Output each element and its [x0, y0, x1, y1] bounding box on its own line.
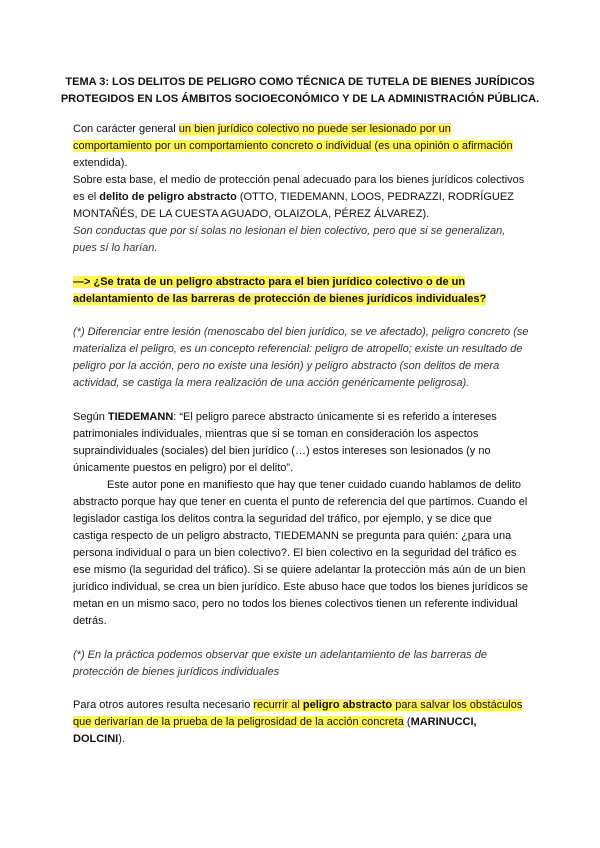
intro-highlight: un bien jurídico colectivo no puede ser lesionado por un comportamiento por un comportamiento concreto o individual (es una opinión o afirmación — [73, 123, 513, 152]
quote-intro: Según — [73, 411, 108, 423]
other-authors-names: MARINUCCI, DOLCINI — [73, 716, 477, 745]
paragraph-other-authors — [73, 697, 529, 748]
paragraph-note-practice: (*) En la práctica podemos observar que existe un adelantamiento de las barreras de protección de bienes jurídicos individuales — [73, 649, 487, 678]
other-authors-text: Para otros autores resulta necesario — [73, 699, 254, 711]
title-line-2: PROTEGIDOS EN LOS ÁMBITOS SOCIOECONÓMICO Y DE LA ADMINISTRACIÓN PÚBLICA. — [60, 93, 540, 105]
paren-close: ). — [118, 733, 125, 745]
paragraph-note-difference: (*) Diferenciar entre lesión (menoscabo del bien jurídico, se ve afectado), peligro concreto (se materializa el peligro, es un concepto referencial: peligro de atropello; existe un resultado de peligro por la acción, pero no existe una lesión) y peligro abstracto (son delitos de mera actividad, se castiga la mera realización de una acción genéricamente peligrosa). — [73, 326, 529, 389]
quote-author: TIEDEMANN — [107, 411, 174, 423]
other-authors-highlight-1: recurrir al — [253, 699, 303, 711]
other-authors-bold-term: peligro abstracto — [302, 699, 393, 711]
title-line-1: TEMA 3: LOS DELITOS DE PELIGRO COMO TÉCNICA DE TUTELA DE BIENES JURÍDICOS — [65, 76, 535, 88]
base-bold-term: delito de peligro abstracto — [99, 191, 237, 203]
paragraph-question — [73, 274, 529, 308]
quote-text: : “El peligro parece abstracto únicamente si es referido a intereses patrimoniales individuales, mientras que si se toman en consideración los aspectos supraindividuales (sociales) del bien jurídico (…) estos intereses son lesionados (y no únicamente puestos en peligro) por el delito”. — [73, 411, 497, 474]
other-authors-highlight-2: para salvar los obstáculos que derivarían de la prueba de la peligrosidad de la acción concreta — [73, 699, 523, 728]
paren-open: ( — [403, 716, 411, 728]
paragraph-base — [73, 172, 529, 223]
intro-tail: extendida). — [73, 157, 128, 169]
paragraph-conducts: Son conductas que por sí solas no lesionan el bien colectivo, pero que si se generalizan, pues sí lo harían. — [73, 225, 506, 254]
intro-text: Con carácter general — [73, 123, 179, 135]
analysis-text: Este autor pone en manifiesto que hay que tener cuidado cuando hablamos de delito abstracto porque hay que tener en cuenta el punto de referencia del que partimos. Cuando el legislador castiga los delitos contra la seguridad del tráfico, por ejemplo, y se dice que castiga respecto de un peligro abstracto, TIEDEMANN se pregunta para quién: ¿para una persona individual o para un bien colectivo?. El bien colectivo en la seguridad del tráfico es ese mismo (la seguridad del tráfico). Si se quiere adelantar la protección más aún de un bien jurídico individual, se crea un bien jurídico. Este abuso hace que todos los bienes jurídicos se metan en un mismo saco, pero no todos los bienes colectivos tienen un referente individual detrás. — [73, 479, 528, 627]
base-authors: (OTTO, TIEDEMANN, LOOS, PEDRAZZI, RODRÍGUEZ MONTAÑÉS, DE LA CUESTA AGUADO, OLAIZOLA, PÉREZ ÁLVAREZ). — [73, 191, 514, 220]
base-text: Sobre esta base, el medio de protección penal adecuado para los bienes jurídicos colectivos es el — [73, 174, 525, 203]
paragraph-tiedemann-quote — [73, 409, 529, 477]
paragraph-intro — [73, 121, 529, 172]
question-highlight: —> ¿Se trata de un peligro abstracto para el bien jurídico colectivo o de un adelantamiento de las barreras de protección de bienes jurídicos individuales? — [73, 276, 487, 305]
document-title — [60, 74, 540, 108]
paragraph-author-analysis — [73, 477, 529, 630]
